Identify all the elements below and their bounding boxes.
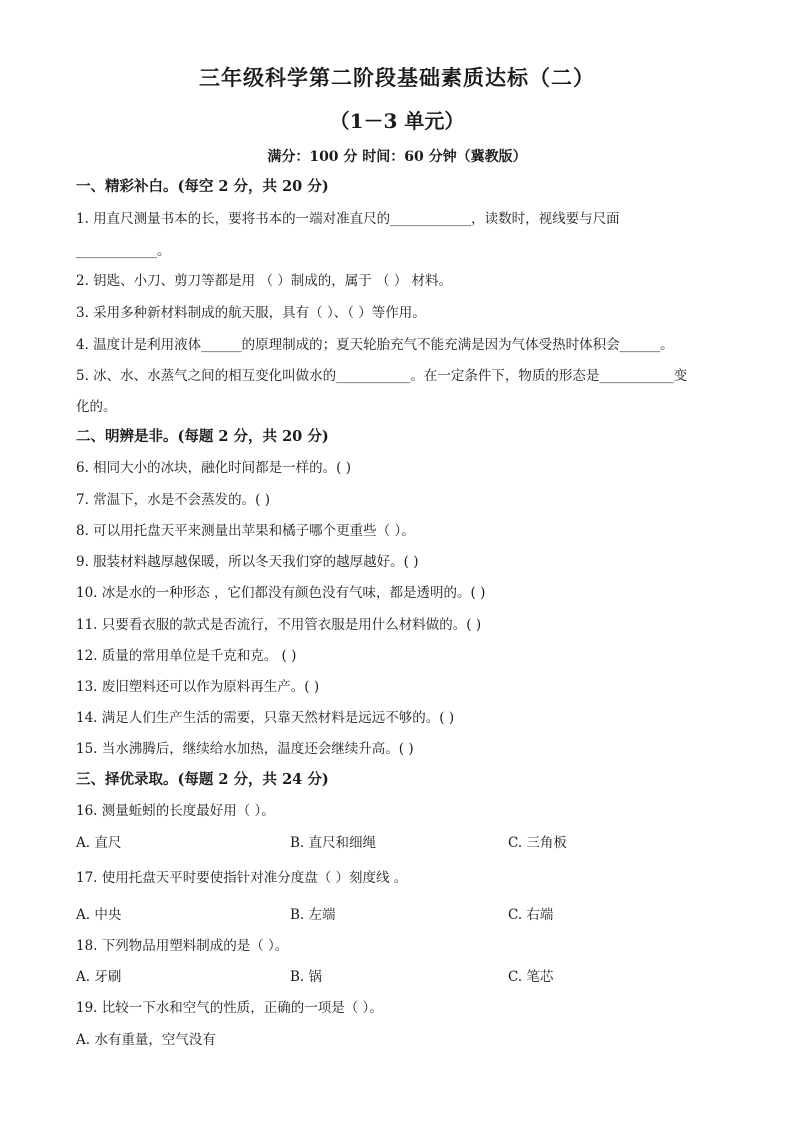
- option-18-c: C. 笔芯: [508, 969, 554, 985]
- option-16-c: C. 三角板: [508, 835, 567, 851]
- question-6: 6. 相同大小的冰块，融化时间都是一样的。( ): [76, 460, 351, 476]
- section-heading-fill: 一、精彩补白。(每空 2 分，共 20 分): [76, 178, 329, 195]
- option-17-c: C. 右端: [508, 907, 554, 923]
- question-15: 15. 当水沸腾后，继续给水加热，温度还会继续升高。( ): [76, 741, 414, 757]
- question-4: 4. 温度计是利用液体______的原理制成的；夏天轮胎充气不能充满是因为气体受热时体积会______。: [76, 337, 674, 353]
- question-2: 2. 钥匙、小刀、剪刀等都是用 （ ）制成的，属于 （ ） 材料。: [76, 273, 453, 289]
- option-18-b: B. 锅: [290, 969, 323, 985]
- exam-meta: 满分：100 分 时间：60 分钟（冀教版）: [267, 149, 527, 165]
- question-5: 5. 冰、水、水蒸气之间的相互变化叫做水的___________。在一定条件下，物质的形态是___________变: [76, 368, 688, 384]
- question-18: 18. 下列物品用塑料制成的是（ ）。: [76, 938, 289, 954]
- question-7: 7. 常温下，水是不会蒸发的。( ): [76, 492, 270, 508]
- question-11: 11. 只要看衣服的款式是否流行，不用管衣服是用什么材料做的。( ): [76, 617, 482, 633]
- option-18-a: A. 牙刷: [76, 969, 122, 985]
- option-16-b: B. 直尺和细绳: [290, 835, 377, 851]
- option-17-b: B. 左端: [290, 907, 336, 923]
- question-14: 14. 满足人们生产生活的需要，只靠天然材料是远远不够的。( ): [76, 710, 455, 726]
- question-8: 8. 可以用托盘天平来测量出苹果和橘子哪个更重些（ ）。: [76, 523, 415, 539]
- question-1: 1. 用直尺测量书本的长，要将书本的一端对准直尺的____________，读数时，视线要与尺面: [76, 211, 620, 227]
- question-13: 13. 废旧塑料还可以作为原料再生产。( ): [76, 679, 320, 695]
- page-subtitle: （1－3 单元）: [329, 109, 465, 133]
- question-17: 17. 使用托盘天平时要使指针对准分度盘（ ）刻度线 。: [76, 870, 408, 886]
- question-10: 10. 冰是水的一种形态 ，它们都没有颜色没有气味，都是透明的。( ): [76, 585, 486, 601]
- option-17-a: A. 中央: [76, 907, 122, 923]
- question-1-cont: ____________。: [76, 243, 171, 259]
- page-title: 三年级科学第二阶段基础素质达标（二）: [199, 65, 595, 90]
- section-heading-judge: 二、明辨是非。(每题 2 分，共 20 分): [76, 428, 329, 445]
- option-19-a: A. 水有重量，空气没有: [76, 1032, 216, 1048]
- question-5-cont: 化的。: [76, 399, 117, 415]
- question-19: 19. 比较一下水和空气的性质，正确的一项是（ ）。: [76, 1000, 383, 1016]
- question-16: 16. 测量蚯蚓的长度最好用（ ）。: [76, 803, 275, 819]
- section-heading-choice: 三、择优录取。(每题 2 分，共 24 分): [76, 771, 329, 788]
- option-16-a: A. 直尺: [76, 835, 122, 851]
- question-9: 9. 服装材料越厚越保暖，所以冬天我们穿的越厚越好。( ): [76, 554, 419, 570]
- question-3: 3. 采用多种新材料制成的航天服，具有（ ）、（ ）等作用。: [76, 305, 426, 321]
- question-12: 12. 质量的常用单位是千克和克。 ( ): [76, 648, 297, 664]
